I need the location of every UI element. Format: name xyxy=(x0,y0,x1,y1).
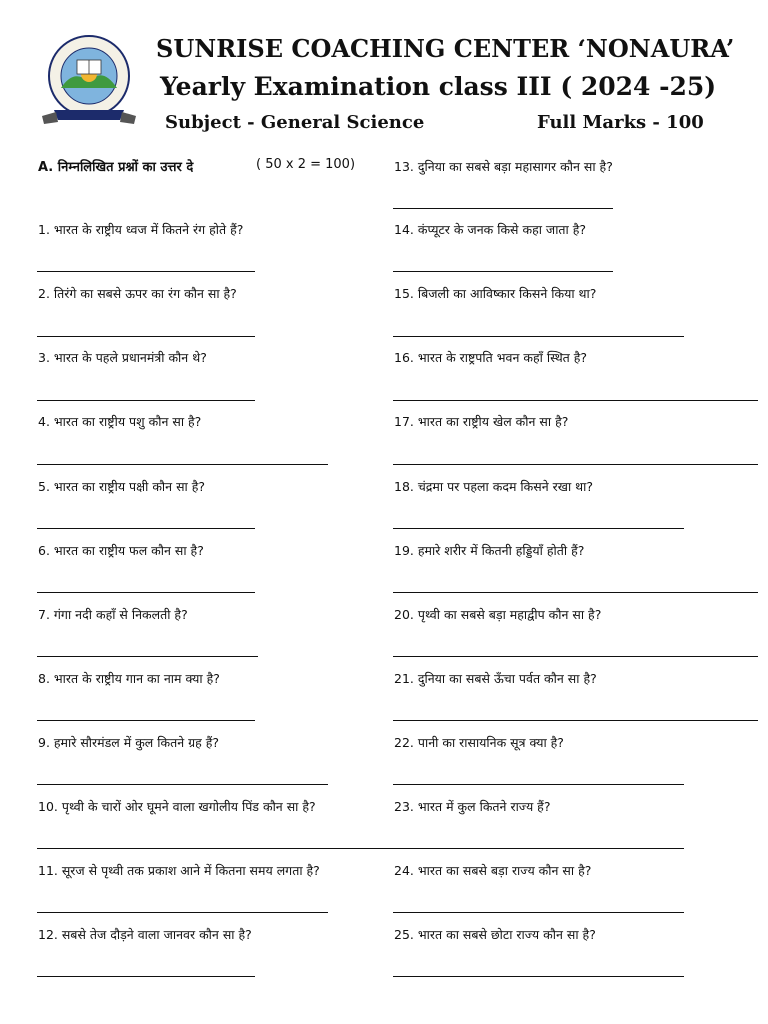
question-11: 11. सूरज से पृथ्वी तक प्रकाश आने में कितना समय लगता है? xyxy=(38,863,320,878)
question-3: 3. भारत के पहले प्रधानमंत्री कौन थे? xyxy=(38,350,207,365)
answer-line-3[interactable] xyxy=(37,400,255,401)
school-name: SUNRISE COACHING CENTER ‘NONAURA’ xyxy=(156,34,735,63)
question-6: 6. भारत का राष्ट्रीय फल कौन सा है? xyxy=(38,543,204,558)
question-17: 17. भारत का राष्ट्रीय खेल कौन सा है? xyxy=(394,414,569,429)
question-23: 23. भारत में कुल कितने राज्य हैं? xyxy=(394,799,551,814)
section-title: A. निम्नलिखित प्रश्नों का उत्तर दे xyxy=(38,160,194,175)
question-19: 19. हमारे शरीर में कितनी हड्डियाँ होती हैं? xyxy=(394,543,585,558)
answer-line-14[interactable] xyxy=(393,271,613,272)
answer-line-15[interactable] xyxy=(393,336,684,337)
question-2: 2. तिरंगे का सबसे ऊपर का रंग कौन सा है? xyxy=(38,286,237,301)
exam-title: Yearly Examination class III ( 2024 -25) xyxy=(160,72,717,101)
answer-line-1[interactable] xyxy=(37,271,255,272)
question-16: 16. भारत के राष्ट्रपति भवन कहाँ स्थित है? xyxy=(394,350,588,365)
answer-line-10[interactable] xyxy=(37,848,684,849)
answer-line-7[interactable] xyxy=(37,656,258,657)
answer-line-11[interactable] xyxy=(37,912,328,913)
school-logo xyxy=(34,30,144,130)
question-8: 8. भारत के राष्ट्रीय गान का नाम क्या है? xyxy=(38,671,220,686)
answer-line-13[interactable] xyxy=(393,208,613,209)
answer-line-18[interactable] xyxy=(393,528,684,529)
full-marks-label: Full Marks - 100 xyxy=(537,112,704,133)
answer-line-9[interactable] xyxy=(37,784,328,785)
section-marks: ( 50 x 2 = 100) xyxy=(256,157,356,172)
answer-line-24[interactable] xyxy=(393,912,684,913)
answer-line-12[interactable] xyxy=(37,976,255,977)
answer-line-20[interactable] xyxy=(393,656,758,657)
answer-line-4[interactable] xyxy=(37,464,328,465)
question-25: 25. भारत का सबसे छोटा राज्य कौन सा है? xyxy=(394,927,596,942)
question-9: 9. हमारे सौरमंडल में कुल कितने ग्रह हैं? xyxy=(38,735,220,750)
question-10: 10. पृथ्वी के चारों ओर घूमने वाला खगोलीय पिंड कौन सा है? xyxy=(38,799,316,814)
question-5: 5. भारत का राष्ट्रीय पक्षी कौन सा है? xyxy=(38,479,206,494)
question-18: 18. चंद्रमा पर पहला कदम किसने रखा था? xyxy=(394,479,594,494)
question-15: 15. बिजली का आविष्कार किसने किया था? xyxy=(394,286,597,301)
answer-line-6[interactable] xyxy=(37,592,255,593)
answer-line-25[interactable] xyxy=(393,976,684,977)
answer-line-8[interactable] xyxy=(37,720,255,721)
question-12: 12. सबसे तेज दौड़ने वाला जानवर कौन सा है? xyxy=(38,927,252,942)
subject-label: Subject - General Science xyxy=(165,112,425,133)
answer-line-16[interactable] xyxy=(393,400,758,401)
question-4: 4. भारत का राष्ट्रीय पशु कौन सा है? xyxy=(38,414,202,429)
answer-line-19[interactable] xyxy=(393,592,758,593)
question-22: 22. पानी का रासायनिक सूत्र क्या है? xyxy=(394,735,564,750)
answer-line-5[interactable] xyxy=(37,528,255,529)
question-21: 21. दुनिया का सबसे ऊँचा पर्वत कौन सा है? xyxy=(394,671,597,686)
answer-line-21[interactable] xyxy=(393,720,758,721)
question-13: 13. दुनिया का सबसे बड़ा महासागर कौन सा है? xyxy=(394,159,613,174)
answer-line-17[interactable] xyxy=(393,464,758,465)
question-1: 1. भारत के राष्ट्रीय ध्वज में कितने रंग होते हैं? xyxy=(38,222,244,237)
answer-line-22[interactable] xyxy=(393,784,684,785)
question-20: 20. पृथ्वी का सबसे बड़ा महाद्वीप कौन सा है? xyxy=(394,607,602,622)
question-7: 7. गंगा नदी कहाँ से निकलती है? xyxy=(38,607,188,622)
question-24: 24. भारत का सबसे बड़ा राज्य कौन सा है? xyxy=(394,863,592,878)
answer-line-2[interactable] xyxy=(37,336,255,337)
question-14: 14. कंप्यूटर के जनक किसे कहा जाता है? xyxy=(394,222,587,237)
